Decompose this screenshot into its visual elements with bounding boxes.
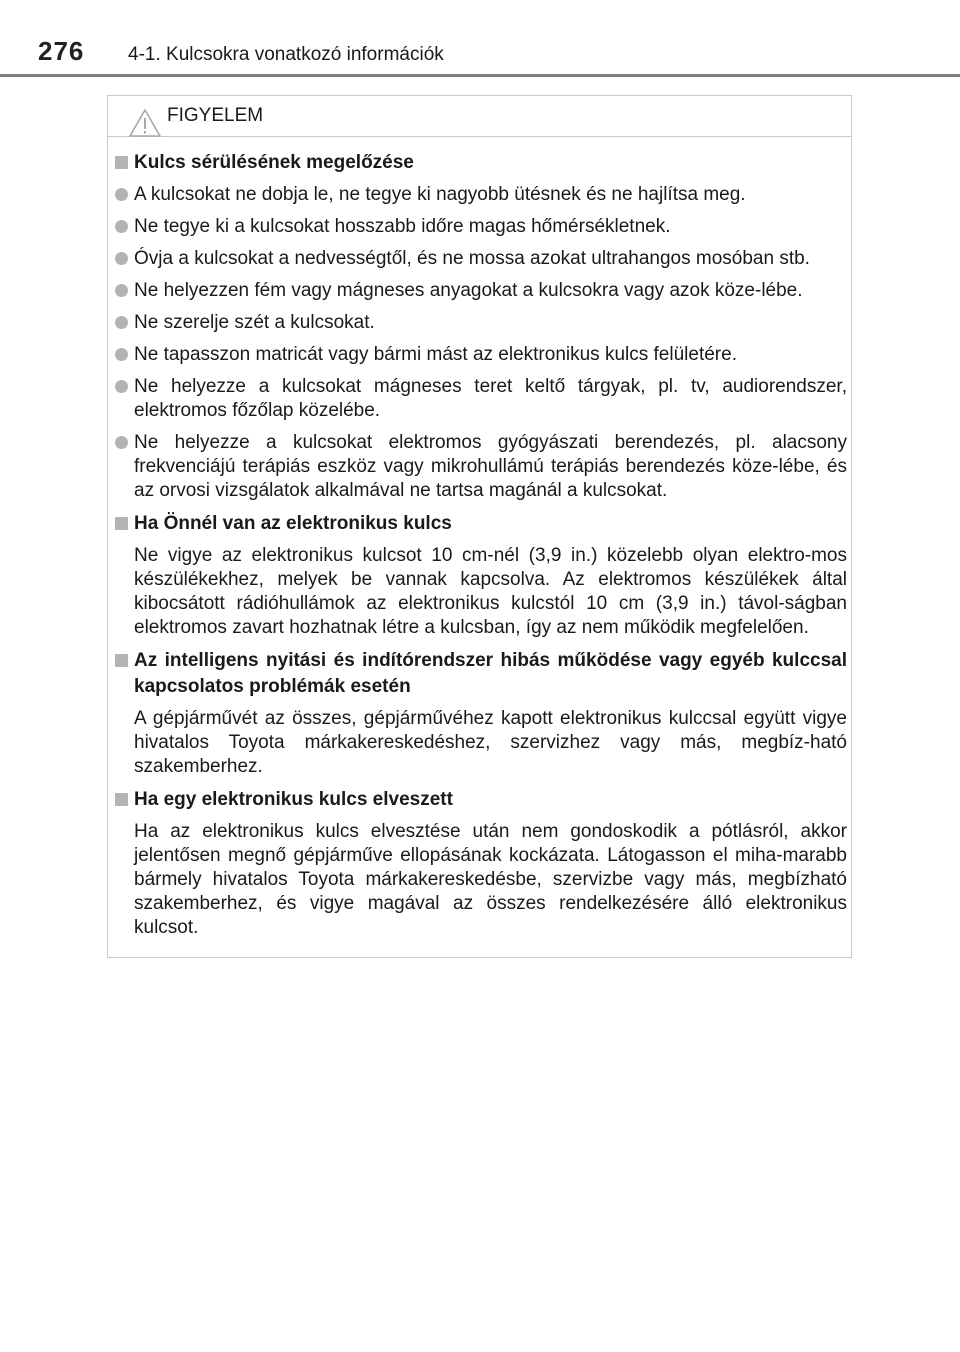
- warning-box: [107, 95, 852, 958]
- section-heading: Az intelligens nyitási és indítórendszer hibás működése vagy egyéb kulccsal kapcsolatos problémák esetén: [112, 648, 847, 700]
- square-bullet-icon: [115, 156, 128, 169]
- list-item: Ne tegye ki a kulcsokat hosszabb időre magas hőmérsékletnek.: [112, 215, 847, 239]
- warning-label: FIGYELEM: [167, 105, 264, 126]
- square-bullet-icon: [115, 654, 128, 667]
- list-item: Ne helyezzen fém vagy mágneses anyagokat a kulcsokra vagy azok köze-lébe.: [112, 279, 847, 303]
- section-paragraph: Ha az elektronikus kulcs elvesztése után nem gondoskodik a pótlásról, akkor jelentősen megnő gépjárműve ellopásának kockázata. Látogasson el miha-marabb bármely hivatalos Toyota márkakereskedésbe, szervizbe vagy más, megbízható szakemberhez, és vigye magával az összes rendelkezésére álló elektronikus kulcsot.: [134, 821, 847, 938]
- circle-bullet-icon: [115, 252, 128, 265]
- list-item: Ne helyezze a kulcsokat elektromos gyógyászati berendezés, pl. alacsony frekvenciájú terápiás eszköz vagy mikrohullámú terápiás berendezés köze-lébe, és az orvosi vizsgálatok alkalmával ne tartsa magánál a kulcsokat.: [112, 431, 847, 503]
- section-heading: Ha egy elektronikus kulcs elveszett: [112, 787, 847, 813]
- circle-bullet-icon: [115, 284, 128, 297]
- list-item: Óvja a kulcsokat a nedvességtől, és ne mossa azokat ultrahangos mosóban stb.: [112, 247, 847, 271]
- header-divider: [0, 74, 960, 77]
- square-bullet-icon: [115, 793, 128, 806]
- circle-bullet-icon: [115, 348, 128, 361]
- list-item: Ne tapasszon matricát vagy bármi mást az elektronikus kulcs felületére.: [112, 343, 847, 367]
- list-item: Ne szerelje szét a kulcsokat.: [112, 311, 847, 335]
- list-item: A kulcsokat ne dobja le, ne tegye ki nagyobb ütésnek és ne hajlítsa meg.: [112, 183, 847, 207]
- section-title: 4-1. Kulcsokra vonatkozó információk: [128, 44, 444, 65]
- circle-bullet-icon: [115, 220, 128, 233]
- section-paragraph: Ne vigye az elektronikus kulcsot 10 cm-nél (3,9 in.) közelebb olyan elektro-mos készülékekhez, melyek be vannak kapcsolva. Az elektromos készülékek által kibocsátott rádióhullámok az elektronikus kulcstól 10 cm (3,9 in.) távol-ságban elektromos zavart hozhatnak létre a kulcsban, így az nem működik megfelelően.: [134, 545, 847, 638]
- warning-triangle-icon: [128, 108, 162, 138]
- square-bullet-icon: [115, 517, 128, 530]
- section-heading: Ha Önnél van az elektronikus kulcs: [112, 511, 847, 537]
- page-number: 276: [38, 36, 85, 66]
- section-paragraph: A gépjárművét az összes, gépjárművéhez kapott elektronikus kulccsal együtt vigye hivatalos Toyota márkakereskedéshez, szervizhez vagy más, megbíz-ható szakemberhez.: [134, 708, 847, 777]
- circle-bullet-icon: [115, 380, 128, 393]
- circle-bullet-icon: [115, 436, 128, 449]
- warning-content: [112, 150, 847, 948]
- page-header: [0, 0, 960, 80]
- list-item: Ne helyezze a kulcsokat mágneses teret keltő tárgyak, pl. tv, audiorendszer, elektromos főzőlap közelébe.: [112, 375, 847, 423]
- circle-bullet-icon: [115, 316, 128, 329]
- section-heading: Kulcs sérülésének megelőzése: [112, 150, 847, 176]
- warning-header: [108, 96, 851, 137]
- circle-bullet-icon: [115, 188, 128, 201]
